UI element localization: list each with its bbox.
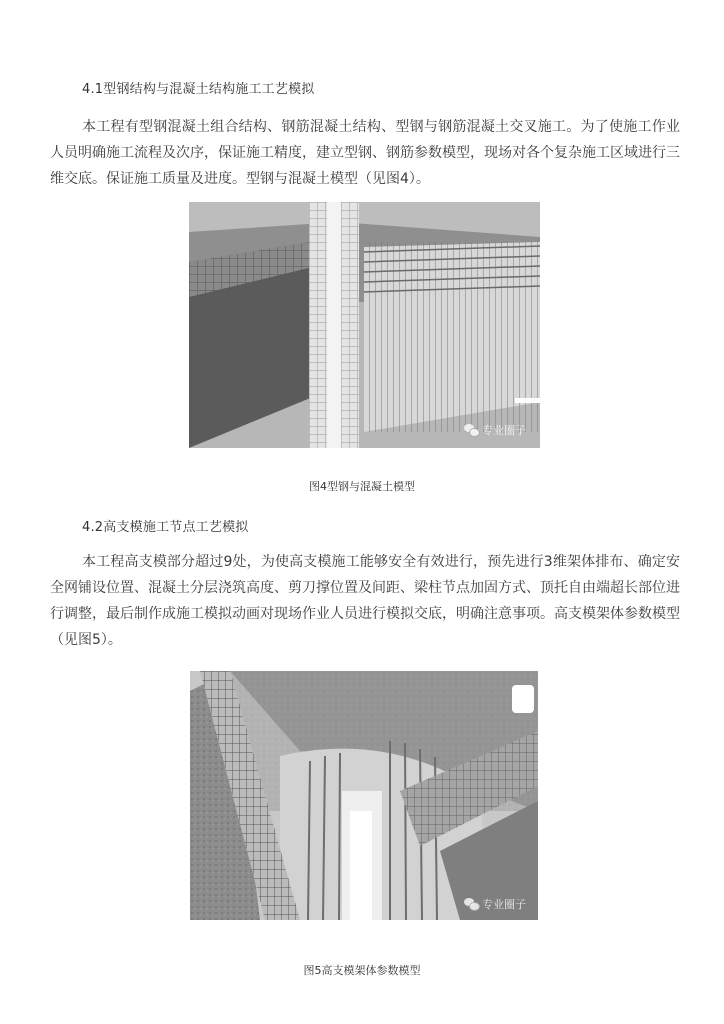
figure-5-caption: 图5高支模架体参数模型 (303, 964, 421, 977)
watermark-text: 专业圈子 (482, 424, 526, 437)
wechat-icon (464, 424, 478, 436)
figure-5-render (190, 671, 538, 920)
figure-4-caption: 图4型钢与混凝土模型 (309, 480, 415, 493)
figure-4-render (189, 202, 540, 448)
figure-5-formwork-model (190, 671, 538, 920)
figure-5-watermark (464, 896, 526, 912)
section-heading-4-1: 4.1型钢结构与混凝土结构施工工艺模拟 (82, 82, 315, 97)
figure-4-steel-concrete-model (189, 202, 540, 448)
section-paragraph-4-2: 本工程高支模部分超过9处，为使高支模施工能够安全有效进行，预先进行3维架体排布、确定安全网铺设位置、混凝土分层浇筑高度、剪刀撑位置及间距、梁柱节点加固方式、顶托自由端超长部位进行调整，最后制作成施工模拟动画对现场作业人员进行模拟交底，明确注意事项。高支模架体参数模型（见图5）。 (50, 554, 680, 648)
watermark-text: 专业圈子 (482, 898, 526, 911)
figure-4-watermark (464, 422, 526, 438)
section-paragraph-4-1: 本工程有型钢混凝土组合结构、钢筋混凝土结构、型钢与钢筋混凝土交叉施工。为了使施工作业人员明确施工流程及次序，保证施工精度，建立型钢、钢筋参数模型，现场对各个复杂施工区域进行三维交底。保证施工质量及进度。型钢与混凝土模型（见图4）。 (50, 119, 680, 187)
section-heading-4-2: 4.2高支模施工节点工艺模拟 (82, 520, 249, 535)
wechat-icon (464, 898, 478, 910)
